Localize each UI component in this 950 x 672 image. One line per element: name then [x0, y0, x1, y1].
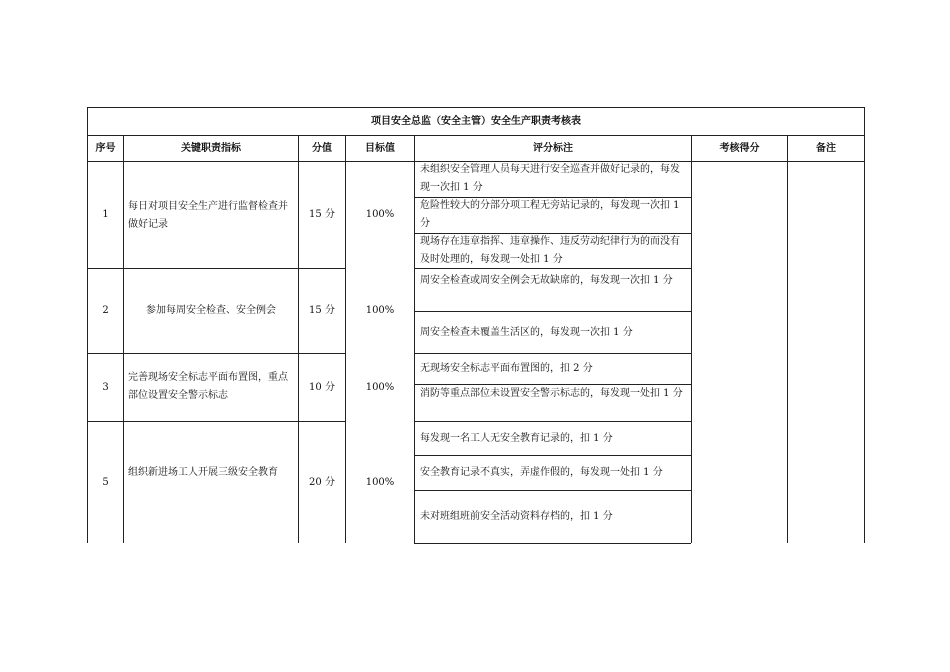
criteria-item: 无现场安全标志平面布置图的，扣 2 分: [420, 363, 593, 374]
row-target: 100%: [365, 381, 395, 393]
row-seq: 5: [102, 476, 109, 488]
header-criteria: 评分标注: [533, 142, 573, 154]
row-target: 100%: [365, 209, 395, 220]
criteria-item: 现场存在违章指挥、违章操作、违反劳动纪律行为的而没有及时处理的，每发现一处扣 1 分: [420, 236, 680, 265]
row-indicator: 参加每周安全检查、安全例会: [146, 305, 276, 316]
row-score: 15 分: [309, 209, 335, 220]
row-seq: 3: [102, 381, 109, 393]
criteria-item: 危险性较大的分部分项工程无旁站记录的，每发现一次扣 1 分: [420, 200, 680, 229]
col-divider: [691, 135, 692, 543]
criteria-divider: [414, 543, 691, 544]
header-remarks: 备注: [816, 142, 836, 154]
col-divider: [787, 135, 788, 543]
col-divider: [414, 135, 415, 543]
row-score: 10 分: [309, 381, 335, 393]
criteria-item: 周安全检查或周安全例会无故缺席的，每发现一次扣 1 分: [420, 275, 673, 286]
row-target: 100%: [365, 305, 395, 316]
criteria-item: 未组织安全管理人员每天进行安全巡查并做好记录的，每发现一次扣 1 分: [420, 164, 680, 193]
row-indicator: 完善现场安全标志平面布置图，重点部位设置安全警示标志: [128, 372, 288, 401]
header-score: 分值: [312, 142, 332, 154]
row-target: 100%: [365, 476, 395, 488]
row-score: 20 分: [309, 476, 335, 488]
criteria-item: 安全教育记录不真实，弄虚作假的，每发现一处扣 1 分: [420, 467, 663, 478]
criteria-item: 周安全检查未覆盖生活区的，每发现一次扣 1 分: [420, 326, 633, 338]
row-indicator: 组织新进场工人开展三级安全教育: [128, 467, 278, 478]
header-target: 目标值: [365, 142, 395, 154]
table-right-border: [864, 107, 865, 543]
row-score: 15 分: [309, 305, 335, 316]
criteria-item: 未对班组班前安全活动资料存档的，扣 1 分: [420, 511, 613, 522]
header-seq: 序号: [95, 142, 116, 154]
header-indicator: 关键职责指标: [181, 142, 241, 154]
row-indicator: 每日对项目安全生产进行监督检查并做好记录: [128, 201, 288, 230]
table-title: 项目安全总监（安全主管）安全生产职责考核表: [371, 115, 581, 127]
criteria-item: 消防等重点部位未设置安全警示标志的，每发现一处扣 1 分: [420, 388, 683, 399]
header-assessment: 考核得分: [719, 142, 760, 154]
criteria-item: 每发现一名工人无安全教育记录的，扣 1 分: [420, 432, 613, 444]
row-seq: 1: [102, 209, 109, 220]
row-seq: 2: [102, 305, 109, 316]
